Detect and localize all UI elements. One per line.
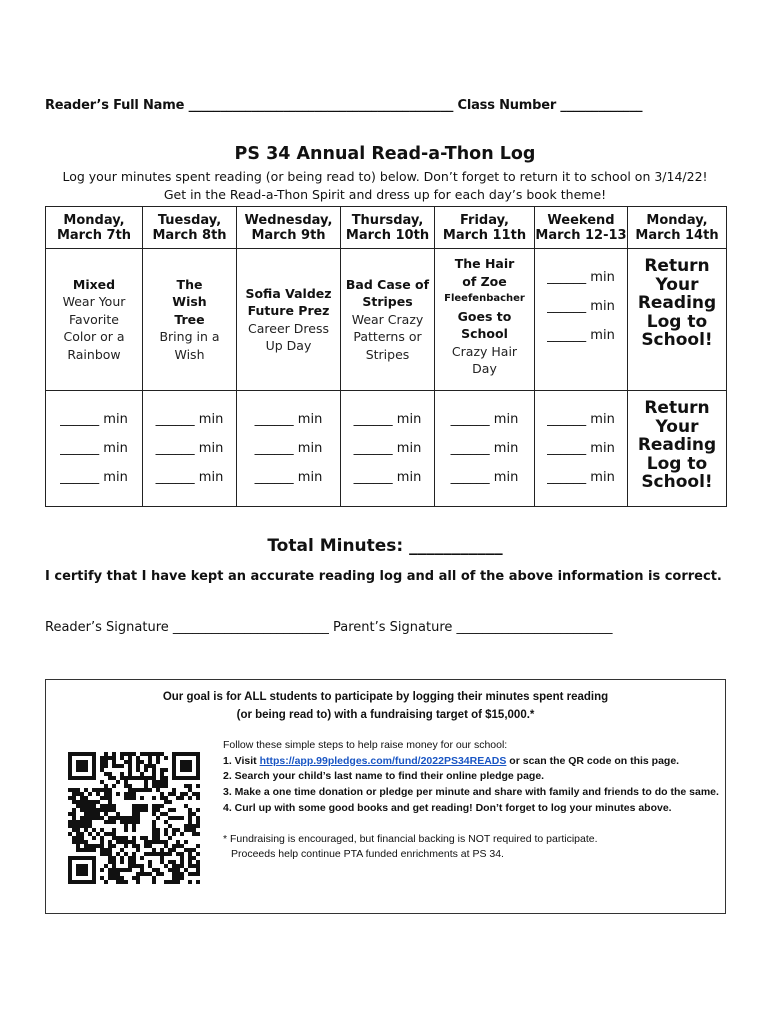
day-header-5: Weekend March 12-13 xyxy=(535,207,628,249)
min-entry[interactable]: ______ min xyxy=(155,470,224,485)
goal-line-1: Our goal is for ALL students to participate by logging their minutes spent reading xyxy=(162,691,609,703)
proceeds-note: Proceeds help continue PTA funded enrichments at PS 34. xyxy=(231,848,504,861)
goal-line-2: (or being read to) with a fundraising target of $15,000.* xyxy=(236,709,535,721)
minutes-cell-wednesday xyxy=(237,391,341,507)
step-2: 2. Search your child’s last name to find their online pledge page. xyxy=(223,770,545,783)
class-number-blank[interactable]: _____________ xyxy=(560,98,643,113)
day-header-1: Tuesday, March 8th xyxy=(143,207,237,249)
total-minutes[interactable]: Total Minutes: ___________ xyxy=(267,536,503,556)
min-entry[interactable]: ______ min xyxy=(547,299,615,314)
theme-cell-thursday: Bad Case of Stripes Wear Crazy Patterns or Stripes xyxy=(341,249,435,391)
qr-code-icon[interactable] xyxy=(68,752,200,884)
min-entry[interactable]: ______ min xyxy=(547,270,615,285)
theme-row xyxy=(46,249,727,391)
minutes-cell-monday xyxy=(46,391,143,507)
min-entry[interactable]: ______ min xyxy=(450,470,519,485)
min-entry[interactable]: ______ min xyxy=(60,412,128,427)
theme-cell-friday: The Hair of Zoe Fleefenbacher Goes to School Crazy Hair Day xyxy=(435,249,535,391)
minutes-row xyxy=(46,391,727,507)
return-log-cell-top xyxy=(628,249,727,391)
step-1: 1. Visit https://app.99pledges.com/fund/2022PS34READS or scan the QR code on this page. xyxy=(223,754,680,767)
min-entry[interactable]: ______ min xyxy=(254,470,323,485)
dinosaur-icon xyxy=(116,800,152,836)
min-entry[interactable]: ______ min xyxy=(450,412,519,427)
min-entry[interactable]: ______ min xyxy=(547,328,615,343)
minutes-cell-friday xyxy=(435,391,535,507)
qr-finder-top-left xyxy=(68,752,96,780)
minutes-cell-thursday xyxy=(341,391,435,507)
weekend-minutes-top xyxy=(535,249,628,391)
reading-log-table xyxy=(45,206,727,507)
certify-statement: I certify that I have kept an accurate reading log and all of the above information is correct. xyxy=(45,569,722,584)
theme-cell-tuesday: The Wish Tree Bring in a Wish xyxy=(143,249,237,391)
day-header-2: Wednesday, March 9th xyxy=(237,207,341,249)
qr-finder-bottom-left xyxy=(68,856,96,884)
reader-name-label: Reader’s Full Name xyxy=(45,98,185,113)
min-entry[interactable]: ______ min xyxy=(254,441,323,456)
day-header-6: Monday, March 14th xyxy=(628,207,727,249)
min-entry[interactable]: ______ min xyxy=(60,470,128,485)
name-class-line xyxy=(45,98,725,113)
steps-intro: Follow these simple steps to help raise money for our school: xyxy=(223,739,508,751)
min-entry[interactable]: ______ min xyxy=(60,441,128,456)
min-entry[interactable]: ______ min xyxy=(547,441,615,456)
theme-cell-wednesday: Sofia Valdez Future Prez Career Dress Up Day xyxy=(237,249,341,391)
day-header-3: Thursday, March 10th xyxy=(341,207,435,249)
class-number-label: Class Number xyxy=(457,98,557,113)
signature-lines[interactable]: Reader’s Signature ________________________ Parent’s Signature ________________________ xyxy=(45,620,613,635)
min-entry[interactable]: ______ min xyxy=(353,412,422,427)
theme-cell-monday: Mixed Wear Your Favorite Color or a Rainbow xyxy=(46,249,143,391)
min-entry[interactable]: ______ min xyxy=(353,441,422,456)
day-header-0: Monday, March 7th xyxy=(46,207,143,249)
return-log-text: Return Your Reading Log to School! xyxy=(637,398,717,492)
fundraiser-steps xyxy=(223,738,719,863)
min-entry[interactable]: ______ min xyxy=(450,441,519,456)
subtitle-dress-up: Get in the Read-a-Thon Spirit and dress up for each day’s book theme! xyxy=(163,187,607,202)
return-log-text: Return Your Reading Log to School! xyxy=(637,256,717,350)
min-entry[interactable]: ______ min xyxy=(155,412,224,427)
subtitle-return-note: Log your minutes spent reading (or being read to) below. Don’t forget to return it to school on 3/14/22! xyxy=(62,169,708,184)
fundraising-note: * Fundraising is encouraged, but financial backing is NOT required to participate. xyxy=(223,832,598,845)
return-log-cell-bottom xyxy=(628,391,727,507)
minutes-cell-tuesday xyxy=(143,391,237,507)
minutes-cell-weekend xyxy=(535,391,628,507)
reader-name-blank[interactable]: __________________________________________ xyxy=(188,98,454,113)
step-3: 3. Make a one time donation or pledge per minute and share with family and friends to do the same. xyxy=(223,786,719,799)
min-entry[interactable]: ______ min xyxy=(547,412,615,427)
min-entry[interactable]: ______ min xyxy=(155,441,224,456)
page-title: PS 34 Annual Read-a-Thon Log xyxy=(234,144,536,164)
min-entry[interactable]: ______ min xyxy=(353,470,422,485)
qr-finder-top-right xyxy=(172,752,200,780)
day-header-4: Friday, March 11th xyxy=(435,207,535,249)
step-4: 4. Curl up with some good books and get reading! Don’t forget to log your minutes above. xyxy=(223,801,672,814)
day-header-row xyxy=(46,207,727,249)
fundraiser-goal xyxy=(45,688,726,724)
min-entry[interactable]: ______ min xyxy=(547,470,615,485)
pledge-link[interactable]: https://app.99pledges.com/fund/2022PS34READS xyxy=(259,754,507,767)
min-entry[interactable]: ______ min xyxy=(254,412,323,427)
